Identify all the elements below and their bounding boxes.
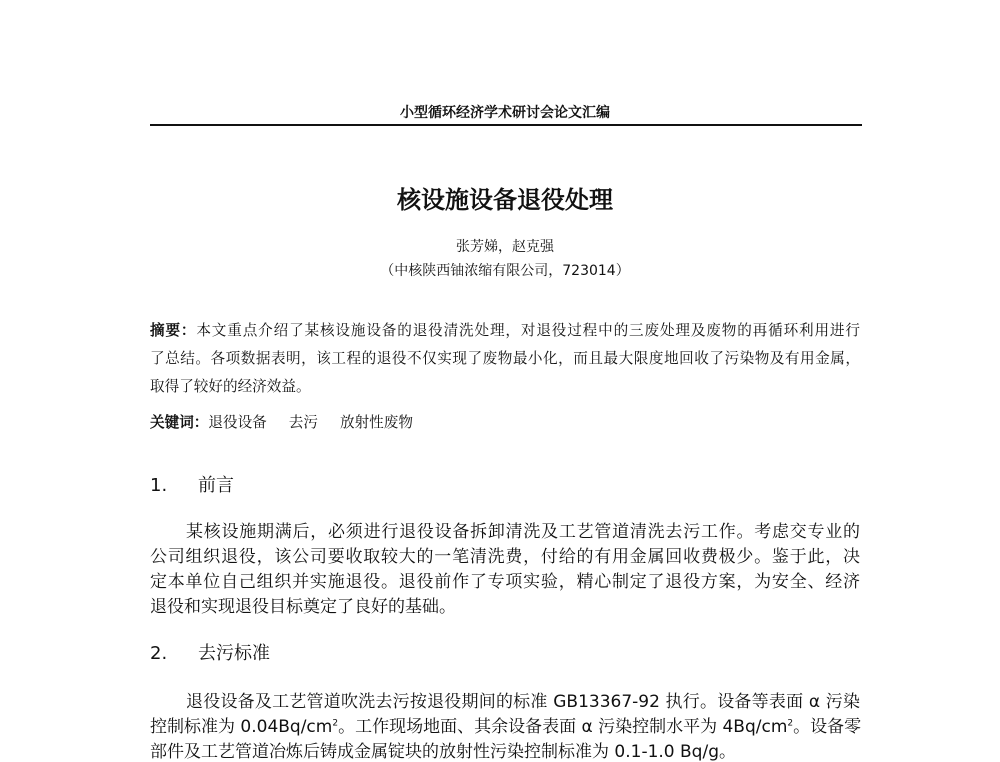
paragraph-line: 公司组织退役，该公司要收取较大的一笔清洗费，付给的有用金属回收费极少。鉴于此，决 xyxy=(150,547,860,567)
keyword: 放射性废物 xyxy=(339,414,413,431)
paragraph-line: 退役设备及工艺管道吹洗去污按退役期间的标准 GB13367-92 执行。设备等表面 α 污染 xyxy=(186,692,860,712)
abstract-line: 取得了较好的经济效益。 xyxy=(150,378,311,395)
abstract-text: 本文重点介绍了某核设施设备的退役清洗处理，对退役过程中的三废处理及废物的再循环利用进行 xyxy=(196,322,860,339)
authors: 张芳娣，赵克强 xyxy=(456,239,554,255)
section-number: 2. xyxy=(150,643,168,664)
paragraph-line xyxy=(150,712,860,737)
paragraph-line: 部件及工艺管道冶炼后铸成金属锭块的放射性污染控制标准为 0.1-1.0 Bq/g。 xyxy=(150,742,736,762)
header-rule xyxy=(150,124,862,126)
text: 。工作现场地面、其余设备表面 α 污染控制水平为 4Bq/cm xyxy=(338,717,788,737)
abstract-label: 摘要： xyxy=(150,322,197,339)
affiliation: （中核陕西铀浓缩有限公司，723014） xyxy=(380,263,630,279)
keyword: 退役设备 xyxy=(208,414,267,431)
text: 。设备零 xyxy=(793,717,862,737)
section-heading xyxy=(150,471,234,497)
paragraph-line: 退役和实现退役目标奠定了良好的基础。 xyxy=(150,597,456,617)
abstract-line xyxy=(150,319,860,340)
section-title: 前言 xyxy=(198,475,234,496)
section-title: 去污标准 xyxy=(198,643,270,664)
keywords xyxy=(150,411,413,432)
superscript: 2 xyxy=(787,718,794,729)
section-heading xyxy=(150,639,270,665)
paper-title: 核设施设备退役处理 xyxy=(397,186,613,214)
text: 控制标准为 0.04Bq/cm xyxy=(150,717,333,737)
paragraph-line: 定本单位自己组织并实施退役。退役前作了专项实验，精心制定了退役方案，为安全、经济 xyxy=(150,572,860,592)
paragraph-line: 某核设施期满后，必须进行退役设备拆卸清洗及工艺管道清洗去污工作。考虑交专业的 xyxy=(186,522,860,542)
section-number: 1. xyxy=(150,475,168,496)
keyword: 去污 xyxy=(288,414,318,431)
superscript: 2 xyxy=(332,718,339,729)
keywords-label: 关键词： xyxy=(150,414,209,431)
abstract-line: 了总结。各项数据表明，该工程的退役不仅实现了废物最小化，而且最大限度地回收了污染物及有用金属， xyxy=(150,350,860,367)
running-header: 小型循环经济学术研讨会论文汇编 xyxy=(400,105,610,121)
